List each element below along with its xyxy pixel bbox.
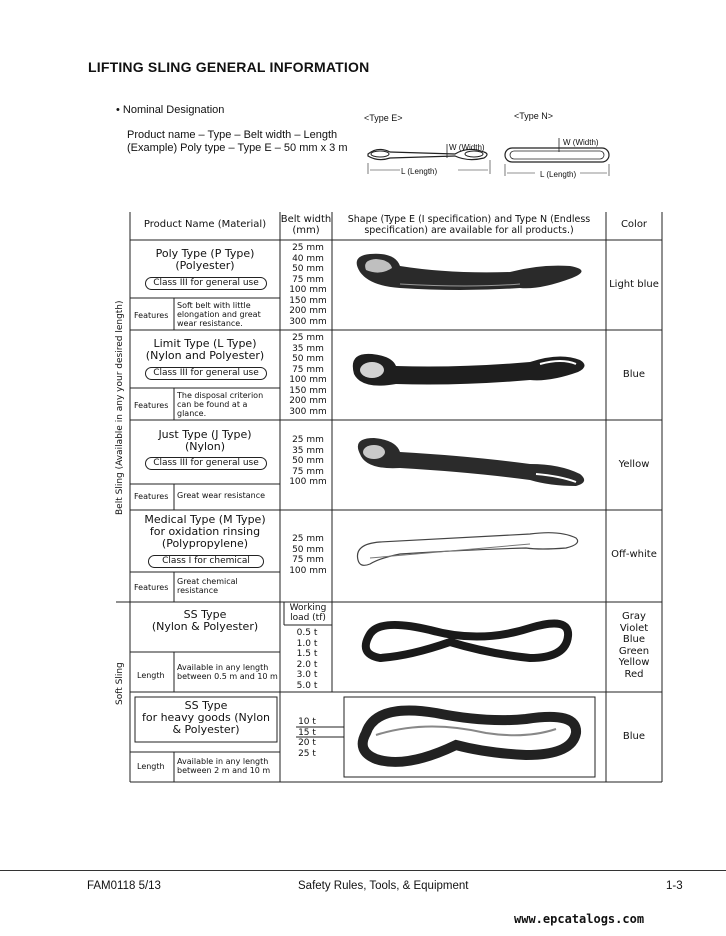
footer-code: FAM0118 5/13 [87,880,161,892]
load-value: 25 t [298,748,316,759]
ss-heavy-type-name-line2: for heavy goods (Nylon [141,711,271,724]
width-value: 50 mm [292,354,324,364]
width-value: 100 mm [289,375,327,385]
ss-type-loads [282,628,332,691]
width-value: 25 mm [292,534,324,544]
width-value: 300 mm [289,406,327,417]
color-option: Violet [619,622,649,634]
working-load-header [284,603,332,623]
load-value: 5.0 t [296,680,318,691]
belt-sling-side-label: Belt Sling (Available in any your desired length) [115,300,125,515]
header-belt-width-unit: (mm) [292,225,320,236]
poly-type-features-label: Features [134,311,169,320]
ss-type-length-text: Available in any length between 0.5 m and 10 m [177,663,278,681]
page-title: LIFTING SLING GENERAL INFORMATION [88,59,370,75]
width-value: 150 mm [289,385,327,396]
load-value: 1.5 t [296,649,318,659]
header-belt-width-label: Belt width [280,214,332,225]
width-value: 35 mm [292,445,324,456]
color-option: Green [618,645,650,657]
width-value: 75 mm [292,555,324,565]
medical-type-features-text: Great chemical resistance [177,577,238,595]
load-value: 15 t [298,727,316,738]
width-value: 150 mm [289,295,327,306]
footer-section: Safety Rules, Tools, & Equipment [298,880,469,892]
color-option: Yellow [618,657,650,668]
poly-type-color: Light blue [609,279,659,290]
limit-type-name-line1: Limit Type (L Type) [153,337,257,350]
width-value: 200 mm [289,396,327,406]
width-value: 100 mm [289,565,327,576]
load-value: 2.0 t [296,659,318,670]
poly-type-class-badge: Class III for general use [145,277,267,290]
just-type-sling-image [340,424,602,509]
width-value: 50 mm [292,544,324,555]
medical-type-class-badge: Class I for chemical [148,555,264,568]
header-color: Color [620,219,648,230]
medical-type-features-label: Features [134,583,169,592]
width-value: 200 mm [289,306,327,316]
ss-type-name-line2: (Nylon & Polyester) [151,620,259,633]
ss-heavy-length-label: Length [137,762,165,771]
poly-type-name-line2: (Polyester) [175,259,235,272]
nominal-designation-label: • Nominal Designation [116,104,225,116]
medical-type-name [130,514,280,550]
ss-heavy-type-name-line1: SS Type [184,699,228,712]
limit-type-features-text: The disposal criterion can be found at a glance. [177,391,264,418]
ss-type-colors [606,611,662,680]
poly-type-name [130,248,280,272]
limit-type-name-line2: (Nylon and Polyester) [145,349,265,362]
poly-type-sling-image [340,244,602,329]
soft-sling-side-label: Soft Sling [115,662,125,705]
type-n-length-label: L (Length) [540,170,577,179]
ss-type-length-label: Length [137,671,165,680]
just-type-name-line2: (Nylon) [184,440,226,453]
color-option: Gray [622,611,646,622]
footer-rule [0,870,726,871]
header-shape [332,214,606,236]
ss-heavy-type-color: Blue [622,731,646,742]
type-n-label: <Type N> [514,111,554,121]
width-value: 25 mm [292,333,324,343]
ss-heavy-type-loads [282,717,332,759]
width-value: 100 mm [289,285,327,295]
load-value: 3.0 t [296,670,318,680]
just-type-widths [283,435,333,488]
medical-type-name-line1: Medical Type (M Type) [144,513,266,526]
color-option: Blue [622,634,646,645]
just-type-name [130,429,280,453]
ss-heavy-type-name-line3: & Polyester) [172,723,240,736]
width-value: 25 mm [292,435,324,445]
width-value: 50 mm [292,264,324,274]
width-value: 40 mm [292,253,324,264]
type-e-width-label: W (Width) [449,143,485,152]
poly-type-features-text: Soft belt with little elongation and great wear resistance. [177,301,261,328]
nominal-line-2: (Example) Poly type – Type E – 50 mm x 3 m [127,142,348,154]
just-type-name-line1: Just Type (J Type) [158,428,252,441]
just-type-features-text: Great wear resistance [177,491,266,500]
width-value: 50 mm [292,456,324,466]
limit-type-sling-image [340,334,602,419]
width-value: 300 mm [289,316,327,327]
ss-heavy-length-text: Available in any length between 2 m and 10 m [177,757,271,775]
type-e-label: <Type E> [364,113,403,123]
just-type-color: Yellow [618,459,650,470]
color-option: Red [624,668,644,680]
medical-type-color: Off-white [611,549,657,560]
medical-type-sling-image [340,514,602,599]
working-load-header-line1: Working [289,603,327,613]
footer-page-number: 1-3 [666,880,683,892]
load-value: 0.5 t [296,628,318,638]
ss-type-sling-image [340,606,602,690]
just-type-features-label: Features [134,492,169,501]
medical-type-widths [283,534,333,576]
limit-type-class-badge: Class III for general use [145,367,267,380]
header-product-name: Product Name (Material) [143,219,267,230]
ss-type-name [130,609,280,633]
type-n-width-label: W (Width) [563,138,599,147]
just-type-class-badge: Class III for general use [145,457,267,470]
poly-type-name-line1: Poly Type (P Type) [155,247,255,260]
width-value: 35 mm [292,343,324,354]
type-e-length-label: L (Length) [401,167,438,176]
ss-heavy-type-name [135,700,277,736]
medical-type-name-line2: for oxidation rinsing [149,525,261,538]
poly-type-widths [283,243,333,327]
limit-type-name [130,338,280,362]
width-value: 25 mm [292,243,324,253]
header-shape-line1: Shape (Type E (I specification) and Type N (Endless [347,214,591,225]
limit-type-features-label: Features [134,401,169,410]
header-shape-line2: specification) are available for all products.) [364,225,574,236]
ss-type-name-line1: SS Type [183,608,227,621]
width-value: 75 mm [292,364,324,375]
load-value: 10 t [298,717,316,727]
load-value: 1.0 t [296,638,318,649]
nominal-line-1: Product name – Type – Belt width – Length [127,129,338,141]
watermark: www.epcatalogs.com [514,912,645,926]
width-value: 100 mm [289,477,327,487]
working-load-header-line2: load (tf) [290,613,326,623]
ss-heavy-type-sling-image [346,699,593,775]
medical-type-name-line3: (Polypropylene) [161,537,249,550]
limit-type-widths [283,333,333,417]
width-value: 75 mm [292,466,324,477]
load-value: 20 t [298,738,316,748]
header-belt-width [280,214,332,236]
width-value: 75 mm [292,274,324,285]
limit-type-color: Blue [622,369,646,380]
